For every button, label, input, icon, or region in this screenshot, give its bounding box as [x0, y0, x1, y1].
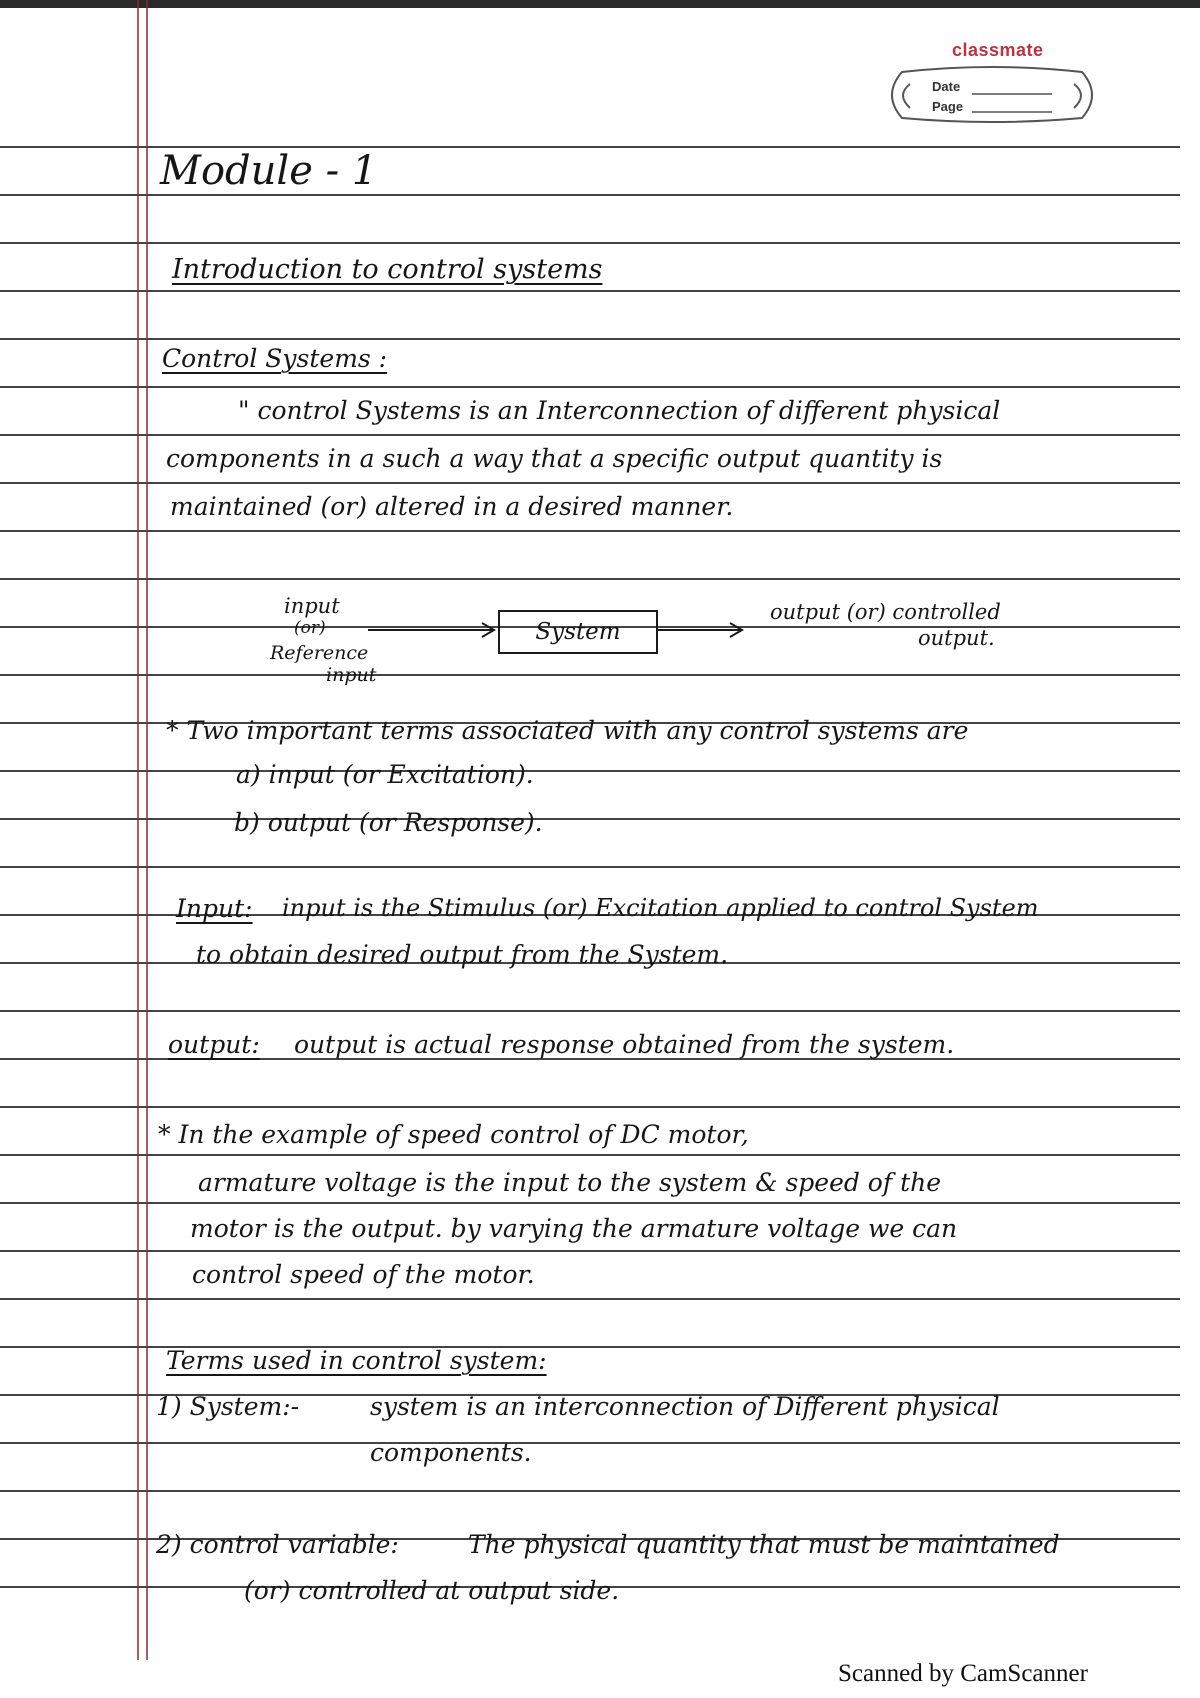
ruled-line: [0, 1106, 1180, 1108]
page-title: Module - 1: [160, 148, 378, 194]
page-subtitle: Introduction to control systems: [172, 254, 603, 285]
control-systems-heading: Control Systems :: [162, 344, 388, 373]
example-line: motor is the output. by varying the armature voltage we can: [190, 1214, 958, 1243]
ruled-line: [0, 1154, 1180, 1156]
ruled-line: [0, 338, 1180, 340]
term-system-line: components.: [370, 1438, 532, 1467]
brand-logo: classmate: [952, 40, 1044, 60]
page-label: Page: [932, 99, 964, 114]
diagram-input-label: input: [284, 594, 340, 618]
diagram-output-label: output (or) controlled: [770, 600, 1001, 624]
example-line: armature voltage is the input to the system & speed of the: [198, 1168, 942, 1197]
terms-item-a: a) input (or Excitation).: [236, 760, 534, 789]
input-def-label: Input:: [176, 894, 253, 923]
diagram-input-label: Reference: [270, 642, 369, 664]
output-def-label: output:: [168, 1030, 260, 1059]
example-line: control speed of the motor.: [192, 1260, 535, 1289]
diagram-input-label: (or): [294, 618, 326, 638]
term-system-line: system is an interconnection of Different physical: [370, 1392, 1000, 1421]
ruled-line: [0, 386, 1180, 388]
date-box-outline-icon: [882, 64, 1102, 126]
ruled-line: [0, 1202, 1180, 1204]
input-def-line: to obtain desired output from the System.: [196, 940, 729, 969]
ruled-line: [0, 482, 1180, 484]
ruled-line: [0, 818, 1180, 820]
ruled-line: [0, 290, 1180, 292]
term-system-label: 1) System:-: [156, 1392, 300, 1421]
system-block-diagram: [270, 590, 1070, 700]
system-block: System: [498, 610, 658, 654]
term-control-variable-line: (or) controlled at output side.: [244, 1576, 620, 1605]
date-page-box: [882, 64, 1102, 126]
ruled-line: [0, 194, 1180, 196]
ruled-line: [0, 530, 1180, 532]
ruled-line: [0, 578, 1180, 580]
ruled-line: [0, 1010, 1180, 1012]
output-def-line: output is actual response obtained from the system.: [294, 1030, 955, 1059]
input-def-line: input is the Stimulus (or) Excitation applied to control System: [282, 894, 1039, 922]
ruled-line: [0, 1298, 1180, 1300]
ruled-line: [0, 866, 1180, 868]
definition-line: maintained (or) altered in a desired manner.: [170, 492, 734, 521]
terms-used-heading: Terms used in control system:: [166, 1346, 547, 1375]
terms-item-b: b) output (or Response).: [234, 808, 543, 837]
definition-line: " control Systems is an Interconnection of different physical: [238, 396, 1001, 425]
term-control-variable-label: 2) control variable:: [156, 1530, 399, 1559]
scanner-watermark: Scanned by CamScanner: [838, 1660, 1088, 1687]
ruled-line: [0, 770, 1180, 772]
terms-intro-line: * Two important terms associated with any control systems are: [166, 716, 969, 745]
diagram-output-label: output.: [918, 626, 995, 650]
ruled-line: [0, 1442, 1180, 1444]
date-label: Date: [932, 79, 961, 94]
margin-line: [146, 0, 148, 1660]
ruled-line: [0, 1250, 1180, 1252]
term-control-variable-line: The physical quantity that must be maintained: [468, 1530, 1060, 1559]
definition-line: components in a such a way that a specific output quantity is: [166, 444, 943, 473]
ruled-line: [0, 242, 1180, 244]
diagram-input-label: input: [326, 664, 377, 686]
page-top-edge: [0, 0, 1200, 8]
ruled-line: [0, 1490, 1180, 1492]
ruled-line: [0, 434, 1180, 436]
margin-line: [137, 0, 139, 1660]
example-line: * In the example of speed control of DC motor,: [158, 1120, 749, 1149]
